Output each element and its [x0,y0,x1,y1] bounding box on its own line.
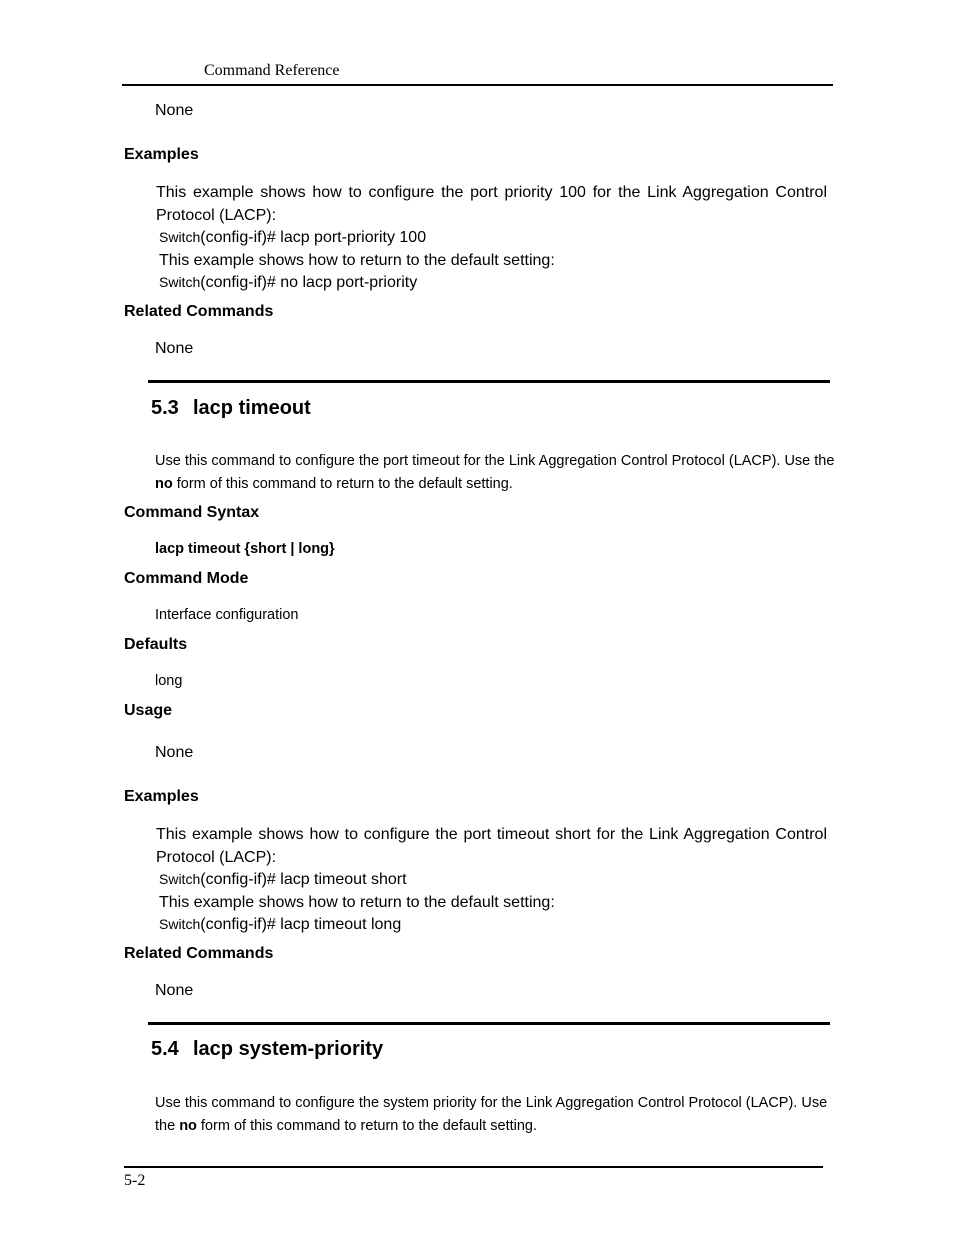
defaults-value: long [155,673,183,689]
return-text: This example shows how to return to the default setting: [159,252,555,269]
examples-text: This example shows how to configure the port timeout short for the Link Aggregation Control Protocol (LACP): [156,826,827,866]
section-rule [148,1022,830,1025]
command-mode-value: Interface configuration [155,607,299,623]
section-title [151,397,311,420]
related-commands-heading: Related Commands [124,945,274,962]
example-command-1 [159,229,426,247]
command-text: (config-if)# lacp timeout long [200,916,402,933]
section-number: 5.4 [151,1038,179,1060]
related-commands-value: None [155,982,194,999]
no-keyword: no [155,476,173,492]
example-command-1 [159,871,407,889]
description-text-end: form of this command to return to the default setting. [196,1118,538,1134]
section-number: 5.3 [151,397,179,419]
usage-heading: Usage [124,702,173,719]
command-mode-heading: Command Mode [124,570,249,587]
command-text: (config-if)# no lacp port-priority [200,274,418,291]
section-title [151,1038,383,1061]
header-rule [122,84,833,86]
examples-heading: Examples [124,788,199,805]
command-syntax-heading: Command Syntax [124,504,260,521]
description-text: Use this command to configure the system priority for the Link Aggregation Control Protocol (LACP). Use the [155,1095,828,1134]
section-description [155,1092,845,1138]
defaults-heading: Defaults [124,636,188,653]
description-text: Use this command to configure the port timeout for the Link Aggregation Control Protocol (LACP). Use the [155,453,835,469]
command-syntax-value: lacp timeout {short | long} [155,541,335,557]
command-text: (config-if)# lacp port-priority 100 [200,229,427,246]
example-command-2 [159,274,417,292]
header-title: Command Reference [204,62,340,79]
usage-value: None [155,744,194,761]
prompt-label: Switch [159,229,201,245]
related-commands-value: None [155,340,194,357]
section-description [155,450,835,496]
examples-text: This example shows how to configure the port priority 100 for the Link Aggregation Control Protocol (LACP): [156,184,827,224]
section-rule [148,380,830,383]
examples-heading: Examples [124,146,199,163]
prompt-label: Switch [159,916,201,932]
prompt-label: Switch [159,274,201,290]
section-name: lacp system-priority [193,1038,384,1060]
related-commands-heading: Related Commands [124,303,274,320]
page-number: 5-2 [124,1172,146,1189]
section-name: lacp timeout [193,397,311,419]
footer-rule [124,1166,823,1168]
description-text-end: form of this command to return to the default setting. [172,476,513,492]
example-command-2 [159,916,401,934]
command-text: (config-if)# lacp timeout short [200,871,407,888]
usage-value: None [155,102,194,119]
prompt-label: Switch [159,871,201,887]
no-keyword: no [179,1118,197,1134]
return-text: This example shows how to return to the default setting: [159,894,555,911]
